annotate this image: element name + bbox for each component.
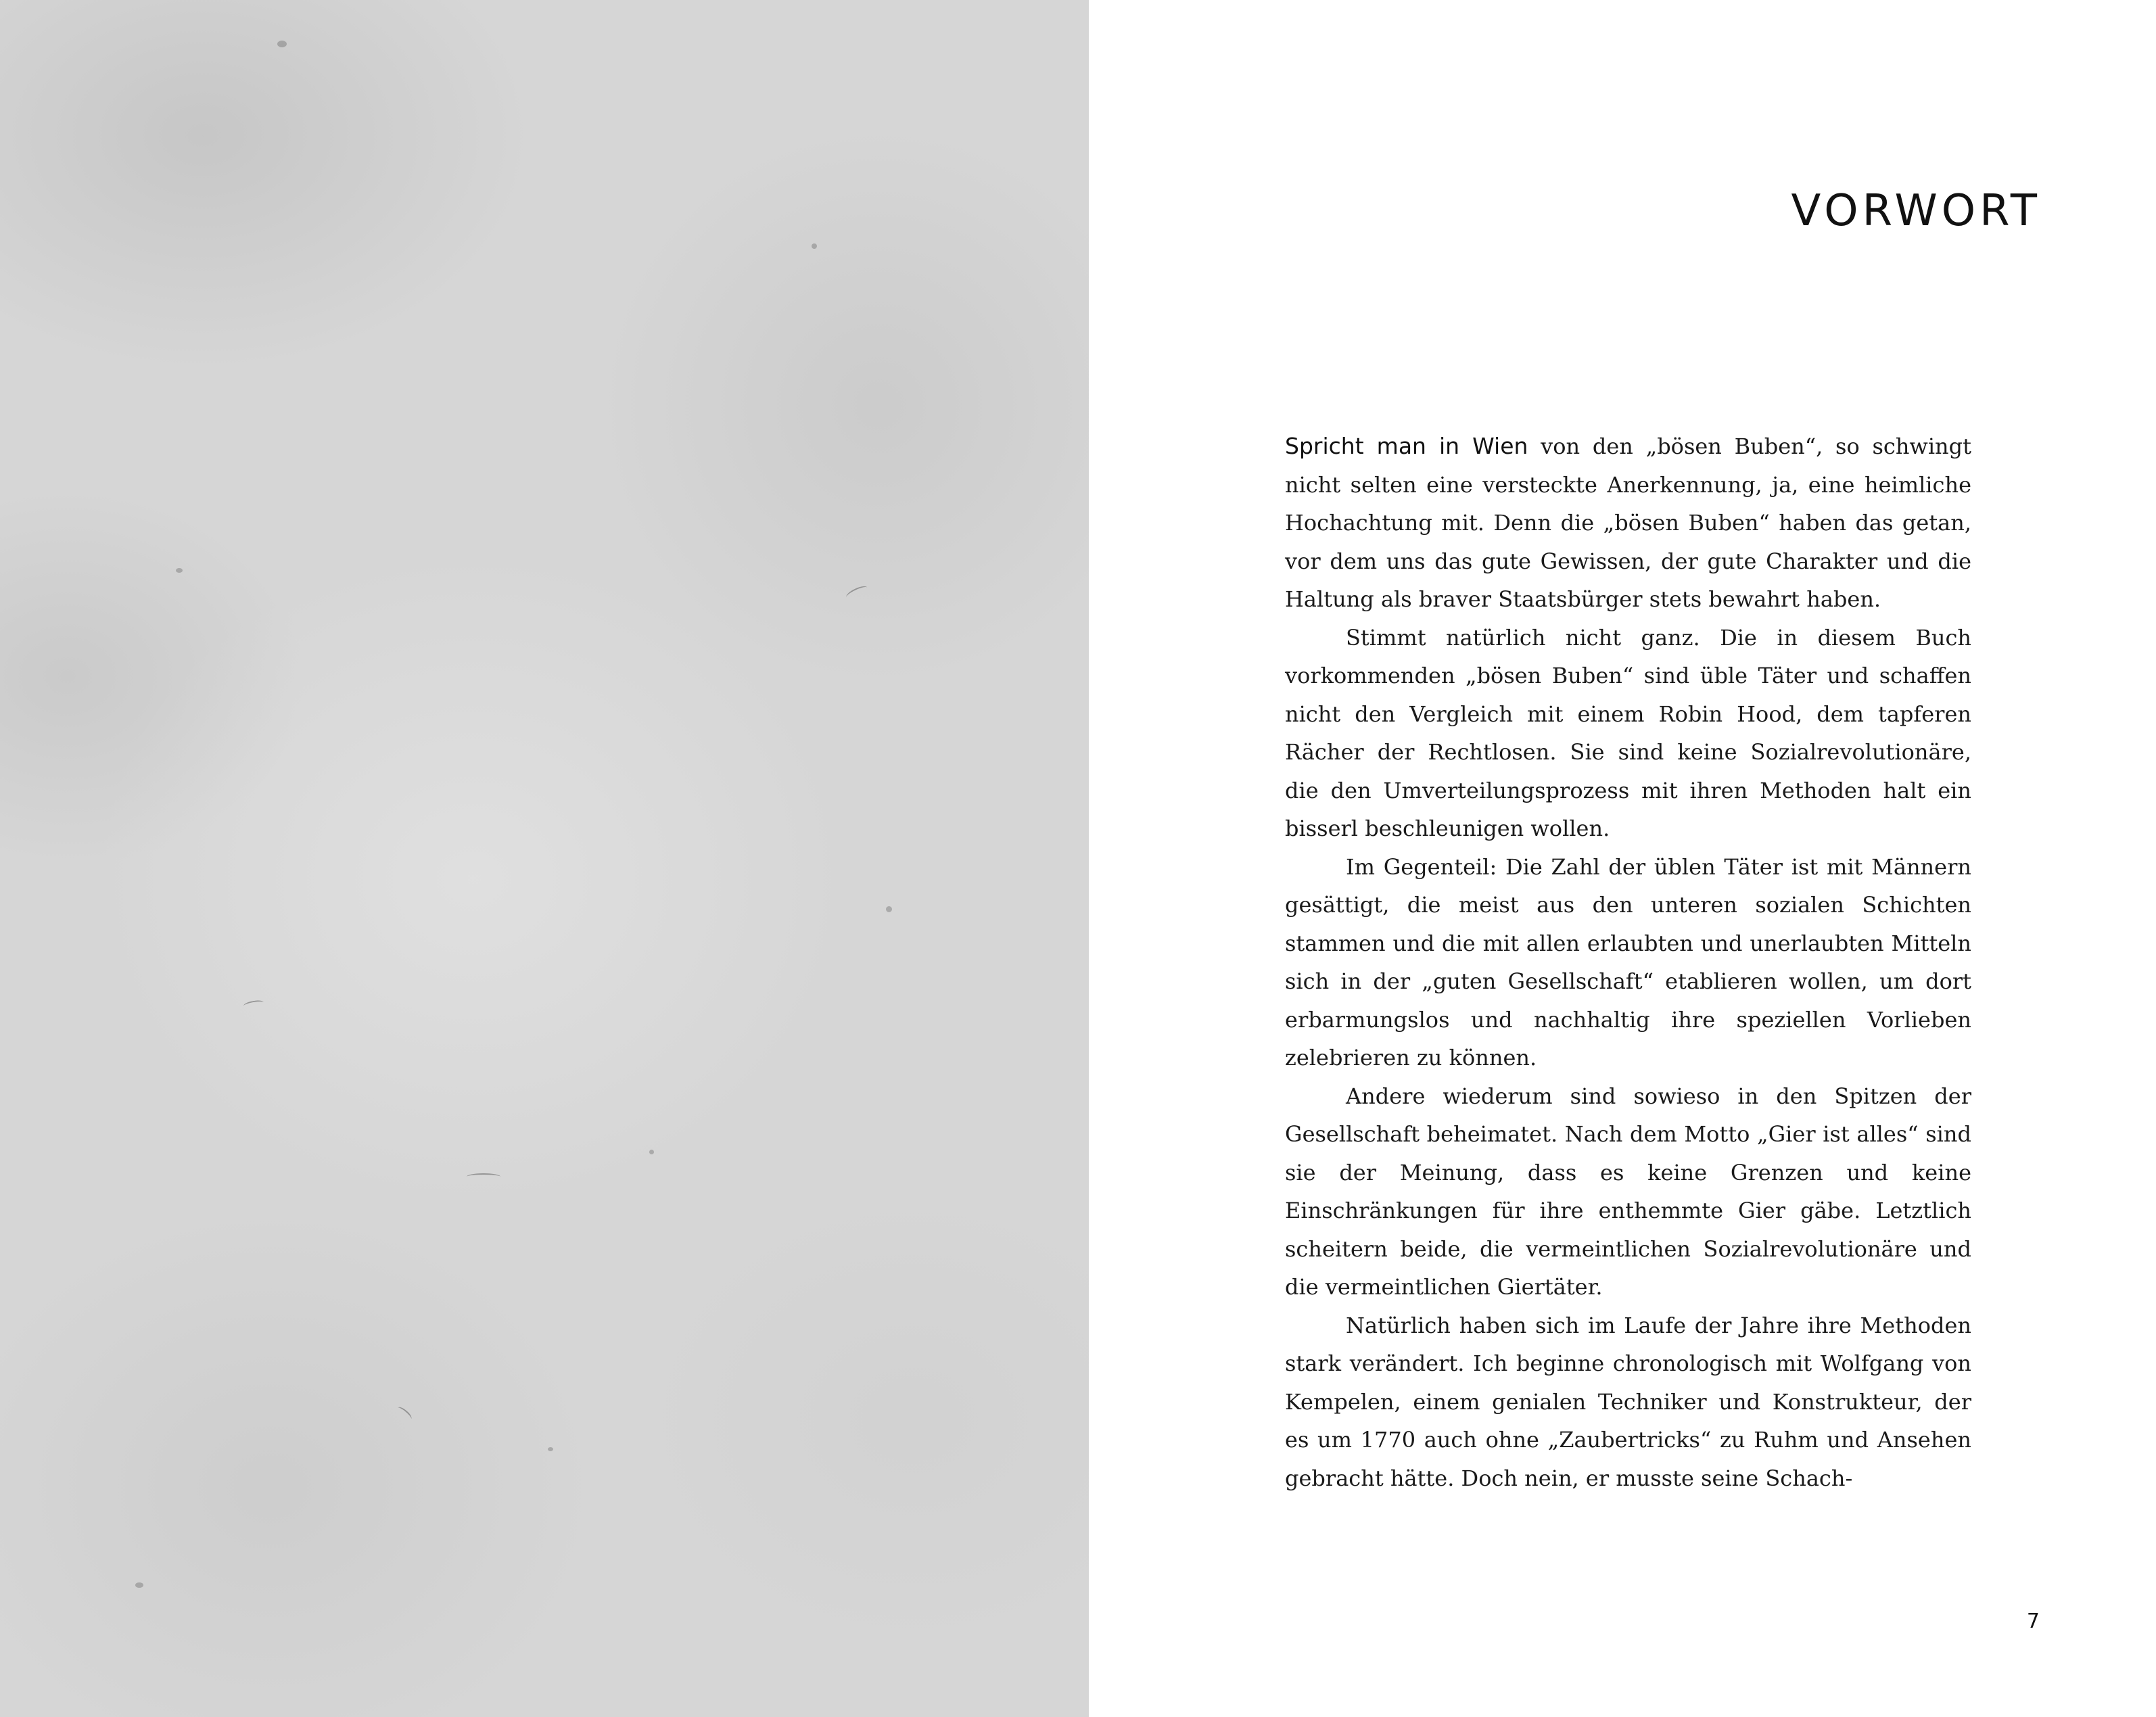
paper-speck	[649, 1150, 654, 1154]
paper-speck	[176, 568, 183, 573]
right-page	[1089, 0, 2156, 1717]
paper-speck	[886, 906, 892, 912]
paper-speck	[277, 41, 287, 47]
paragraph: Natürlich haben sich im Laufe der Jahre ihre Methoden stark verändert. Ich beginne chronologisch mit Wolfgang von Kempelen, einem genialen Techniker und Konstrukteur, der es um 1770 auch ohne „Zaubertricks“ zu Ruhm und Ansehen gebracht hätte. Doch nein, er musste seine Schach-	[1285, 1312, 1971, 1491]
paper-speck	[548, 1447, 553, 1451]
paper-speck	[135, 1582, 143, 1588]
page-number: 7	[2026, 1609, 2040, 1633]
body-text	[1285, 427, 1971, 1497]
paragraph: Im Gegenteil: Die Zahl der üblen Täter ist mit Männern gesättigt, die meist aus den unteren sozialen Schichten stammen und die mit allen erlaubten und unerlaubten Mitteln sich in der „guten Gesellschaft“ etablieren wollen, um dort erbarmungslos und nachhaltig ihre speziellen Vorlieben zelebrieren zu können.	[1285, 853, 1971, 1071]
paragraph-text: von den „bösen Buben“, so schwingt nicht selten eine versteckte Anerkennung, ja, eine heimliche Hochachtung mit. Denn die „bösen Buben“ haben das getan, vor dem uns das gute Gewissen, der gute Charakter und die Haltung als braver Staatsbürger stets bewahrt haben.	[1285, 433, 1972, 612]
paper-fiber	[243, 999, 264, 1009]
lead-in-phrase: Spricht man in Wien	[1285, 433, 1528, 459]
paper-fiber	[396, 1405, 413, 1421]
chapter-title: VORWORT	[1791, 186, 2041, 236]
paragraph: Andere wiederum sind sowieso in den Spitzen der Gesellschaft beheimatet. Nach dem Motto „Gier ist alles“ sind sie der Meinung, dass es keine Grenzen und keine Einschränkungen für ihre enthemmte Gier gäbe. Letztlich scheitern beide, die vermeintlichen Sozialrevolutionäre und die vermeintlichen Giertäter.	[1285, 1083, 1971, 1300]
paper-speck	[812, 243, 817, 249]
paper-fiber	[845, 584, 869, 601]
paper-fiber	[467, 1173, 500, 1180]
paragraph	[1285, 427, 1971, 619]
paragraph: Stimmt natürlich nicht ganz. Die in diesem Buch vorkommenden „bösen Buben“ sind üble Täter und schaffen nicht den Vergleich mit einem Robin Hood, dem tapferen Rächer der Rechtlosen. Sie sind keine Sozialrevolutionäre, die den Umverteilungsprozess mit ihren Methoden halt ein bisserl beschleunigen wollen.	[1285, 624, 1971, 841]
